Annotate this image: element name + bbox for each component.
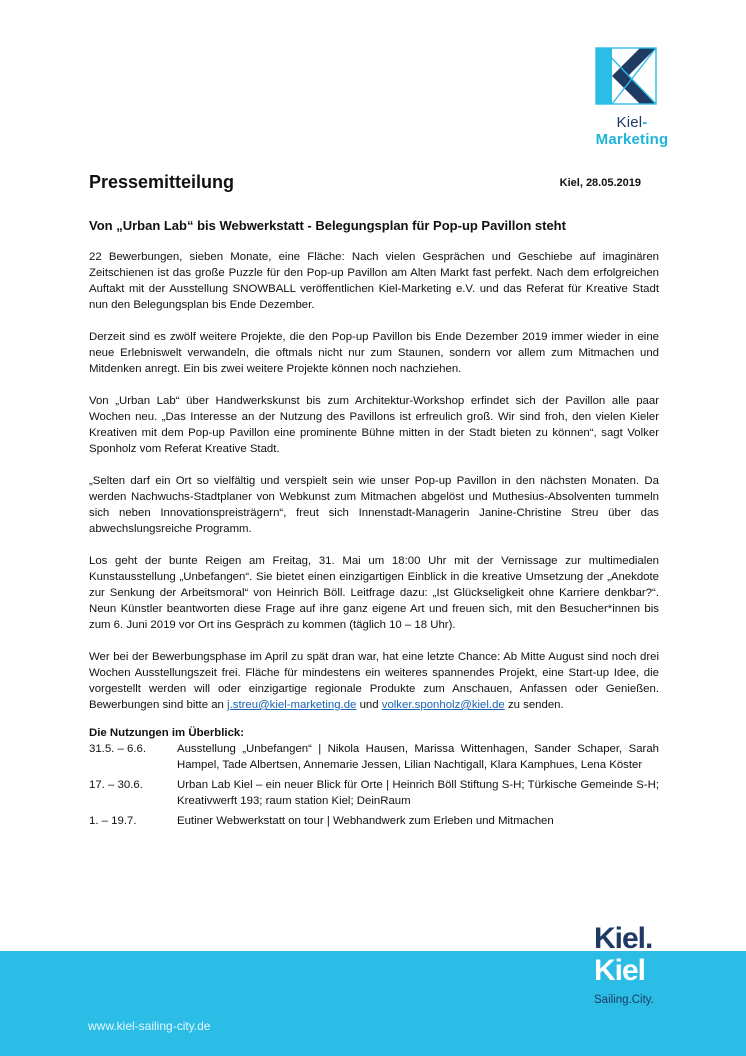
overview-row bbox=[89, 813, 659, 829]
paragraph-1: 22 Bewerbungen, sieben Monate, eine Fläche: Nach vielen Gesprächen und Geschiebe auf imaginären Zeitschienen ist das große Puzzle für den Pop-up Pavillon am Alten Markt fast perfekt. Nach dem erfolgreichen Auftakt mit der Ausstellung SNOWBALL veröffentlichen Kiel-Marketing e.V. und das Referat für Kreative Stadt nun den Belegungsplan bis Ende Dezember. bbox=[89, 251, 659, 311]
overview-text: Eutiner Webwerkstatt on tour | Webhandwerk zum Erleben und Mitmachen bbox=[177, 815, 554, 827]
km-logo-text: Kiel-Marketing bbox=[595, 114, 669, 148]
kiel-logo-bottom: Kiel bbox=[594, 954, 646, 987]
page-title: Pressemitteilung bbox=[89, 172, 235, 192]
press-body bbox=[89, 249, 659, 833]
kiel-logo-top: Kiel. bbox=[594, 922, 653, 955]
km-logo-icon bbox=[592, 46, 672, 108]
kiel-slogan: Sailing.City. bbox=[594, 994, 654, 1006]
overview-heading: Die Nutzungen im Überblick: bbox=[89, 727, 245, 739]
paragraph-4: „Selten darf ein Ort so vielfältig und verspielt sein wie unser Pop-up Pavillon in den nächsten Monaten. Da werden Nachwuchs-Stadtplaner von Webkunst zum Mitmachen abgelöst und Muthesius-Absolventen tummeln sich neben Innovationspreisträgern“, freut sich Innenstadt-Managerin Janine-Christine Streu über das abwechslungsreiche Programm. bbox=[89, 475, 659, 535]
overview-date: 1. – 19.7. bbox=[89, 815, 137, 827]
overview-row bbox=[89, 741, 659, 773]
paragraph-6: Wer bei der Bewerbungsphase im April zu spät dran war, hat eine letzte Chance: Ab Mitte August sind noch drei Wochen Ausstellungszeit frei. Fläche für mindestens ein weiteres spannendes Projekt, eine Start-up Idee, die vorgestellt werden will oder einzigartige regionale Produkte zum Anschauen, Anfassen oder Genießen. Bewerbungen sind bitte an j.streu@kiel-marketing.de und volker.sponholz@kiel.de zu senden. bbox=[89, 651, 659, 711]
overview-text: Urban Lab Kiel – ein neuer Blick für Orte | Heinrich Böll Stiftung S-H; Türkische Gemeinde S-H; Kreativwerft 193; raum station Kiel; DeinRaum bbox=[177, 779, 659, 807]
email-link-sponholz[interactable]: volker.sponholz@kiel.de bbox=[381, 699, 505, 711]
overview-date: 31.5. – 6.6. bbox=[89, 743, 146, 755]
paragraph-5: Los geht der bunte Reigen am Freitag, 31. Mai um 18:00 Uhr mit der Vernissage zur multimedialen Kunstausstellung „Unbefangen“. Sie bietet einen einzigartigen Einblick in die kreative Umsetzung der „Anekdote zur Senkung der Arbeitsmoral“ von Heinrich Böll. Leitfrage dazu: „Ist Glückseligkeit ohne Karriere denkbar?“. Neun Künstler beantworten diese Frage auf ihre ganz eigene Art und freuen sich, mit den Besucher*innen bis zum 6. Juni 2019 vor Ort ins Gespräch zu kommen (täglich 10 – 18 Uhr). bbox=[89, 555, 659, 631]
paragraph-2: Derzeit sind es zwölf weitere Projekte, die den Pop-up Pavillon bis Ende Dezember 2019 immer wieder in eine neue Erlebniswelt verwandeln, die oftmals nicht nur zum Staunen, sondern vor allem zum Mitmachen und Mitdenken anregt. Ein bis zwei weitere Projekte können noch nachziehen. bbox=[89, 331, 659, 375]
press-date: Kiel, 28.05.2019 bbox=[559, 177, 641, 189]
press-headline: Von „Urban Lab“ bis Webwerkstatt - Belegungsplan für Pop-up Pavillon steht bbox=[89, 218, 566, 233]
overview-date: 17. – 30.6. bbox=[89, 779, 143, 791]
kiel-sailing-city-logo bbox=[590, 922, 680, 1012]
email-link-streu[interactable]: j.streu@kiel-marketing.de bbox=[227, 699, 357, 711]
overview-row bbox=[89, 777, 659, 809]
paragraph-3: Von „Urban Lab“ über Handwerkskunst bis zum Architektur-Workshop erfindet sich der Pavillon alle paar Wochen neu. „Das Interesse an der Nutzung des Pavillons ist erfreulich groß. Wir sind froh, den vielen Kieler Kreativen mit dem Pop-up Pavillon eine prominente Bühne mitten in der Stadt bieten zu können“, sagt Volker Sponholz vom Referat Kreative Stadt. bbox=[89, 395, 659, 455]
header-row bbox=[89, 172, 641, 194]
kiel-marketing-logo bbox=[582, 46, 682, 148]
overview-text: Ausstellung „Unbefangen“ | Nikola Hausen, Marissa Wittenhagen, Sander Schaper, Sarah Hampel, Tade Albertsen, Annemarie Jessen, Lilian Nachtigall, Klara Kamphues, Lena Köster bbox=[177, 743, 659, 771]
footer-url: www.kiel-sailing-city.de bbox=[88, 1019, 211, 1033]
